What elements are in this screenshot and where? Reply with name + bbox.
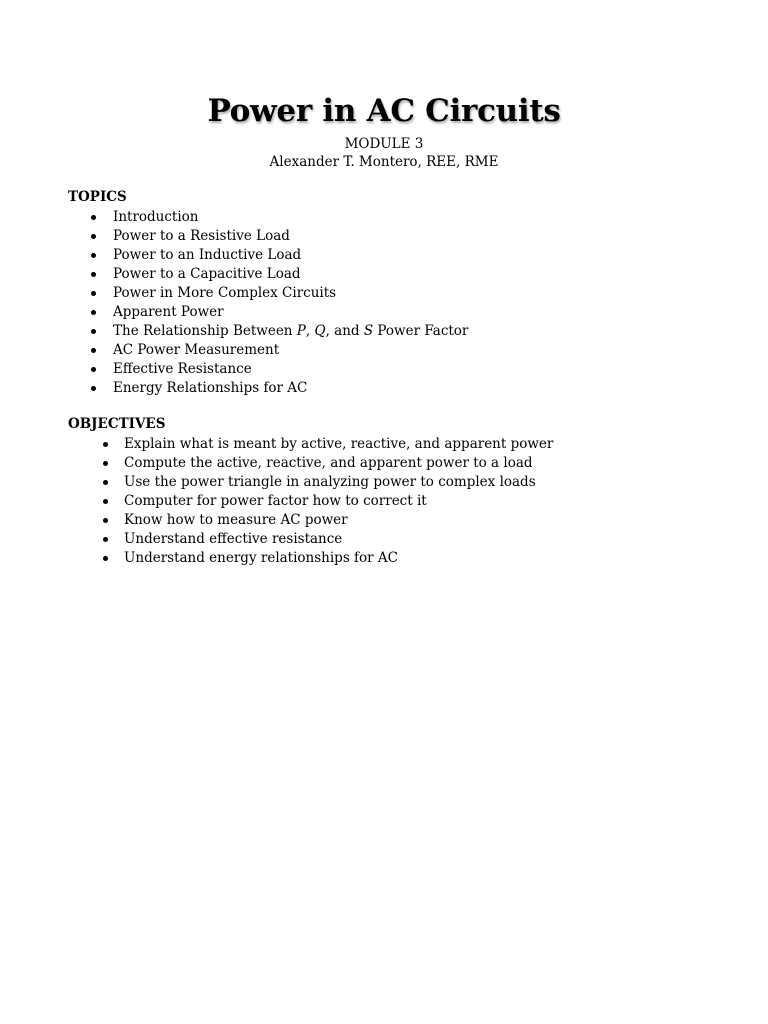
separator: , and	[325, 323, 364, 339]
objective-item	[124, 511, 553, 530]
bullet-icon	[91, 348, 96, 353]
objective-item	[124, 435, 553, 454]
relationship-prefix: The Relationship Between	[113, 323, 297, 339]
objective-text: Use the power triangle in analyzing power to complex loads	[124, 474, 536, 490]
objective-item	[124, 473, 553, 492]
topics-list	[113, 208, 468, 398]
bullet-icon	[91, 310, 96, 315]
objective-text: Know how to measure AC power	[124, 512, 348, 528]
separator: ,	[305, 323, 315, 339]
topic-item	[113, 227, 468, 246]
bullet-icon	[103, 461, 108, 466]
objectives-heading: OBJECTIVES	[68, 416, 166, 432]
objective-text: Understand effective resistance	[124, 531, 343, 547]
objective-text: Compute the active, reactive, and apparent power to a load	[124, 455, 533, 471]
bullet-icon	[103, 556, 108, 561]
objective-text: Computer for power factor how to correct it	[124, 493, 427, 509]
topic-item	[113, 379, 468, 398]
topic-text: Power in More Complex Circuits	[113, 285, 337, 301]
topic-item	[113, 265, 468, 284]
document-title: Power in AC Circuits	[207, 93, 561, 129]
topic-item	[113, 284, 468, 303]
module-label: MODULE 3	[344, 136, 424, 152]
topic-text: Energy Relationships for AC	[113, 380, 308, 396]
symbol-q: Q	[314, 323, 326, 339]
relationship-suffix: Power Factor	[373, 323, 469, 339]
topic-item	[113, 341, 468, 360]
objective-item	[124, 492, 553, 511]
bullet-icon	[103, 499, 108, 504]
topics-heading: TOPICS	[68, 189, 127, 205]
bullet-icon	[91, 367, 96, 372]
topic-item-relationship	[113, 322, 468, 341]
topic-text: AC Power Measurement	[113, 342, 280, 358]
bullet-icon	[91, 386, 96, 391]
topic-text: Apparent Power	[113, 304, 224, 320]
topic-item	[113, 360, 468, 379]
objectives-list	[124, 435, 553, 568]
topic-text: Effective Resistance	[113, 361, 252, 377]
author-line: Alexander T. Montero, REE, RME	[269, 154, 499, 170]
topic-text: Introduction	[113, 209, 199, 225]
topic-text: Power to a Resistive Load	[113, 228, 290, 244]
bullet-icon	[91, 291, 96, 296]
objective-item	[124, 530, 553, 549]
symbol-p: P	[296, 323, 306, 339]
bullet-icon	[91, 234, 96, 239]
symbol-s: S	[363, 323, 374, 339]
objective-text: Understand energy relationships for AC	[124, 550, 398, 566]
bullet-icon	[91, 215, 96, 220]
topic-item	[113, 246, 468, 265]
topic-text: Power to a Capacitive Load	[113, 266, 301, 282]
topic-text: Power to an Inductive Load	[113, 247, 302, 263]
objective-item	[124, 454, 553, 473]
bullet-icon	[103, 442, 108, 447]
bullet-icon	[103, 518, 108, 523]
objective-item	[124, 549, 553, 568]
bullet-icon	[91, 329, 96, 334]
bullet-icon	[103, 480, 108, 485]
topic-item	[113, 303, 468, 322]
objective-text: Explain what is meant by active, reactive, and apparent power	[124, 436, 554, 452]
bullet-icon	[103, 537, 108, 542]
bullet-icon	[91, 272, 96, 277]
topic-item	[113, 208, 468, 227]
bullet-icon	[91, 253, 96, 258]
